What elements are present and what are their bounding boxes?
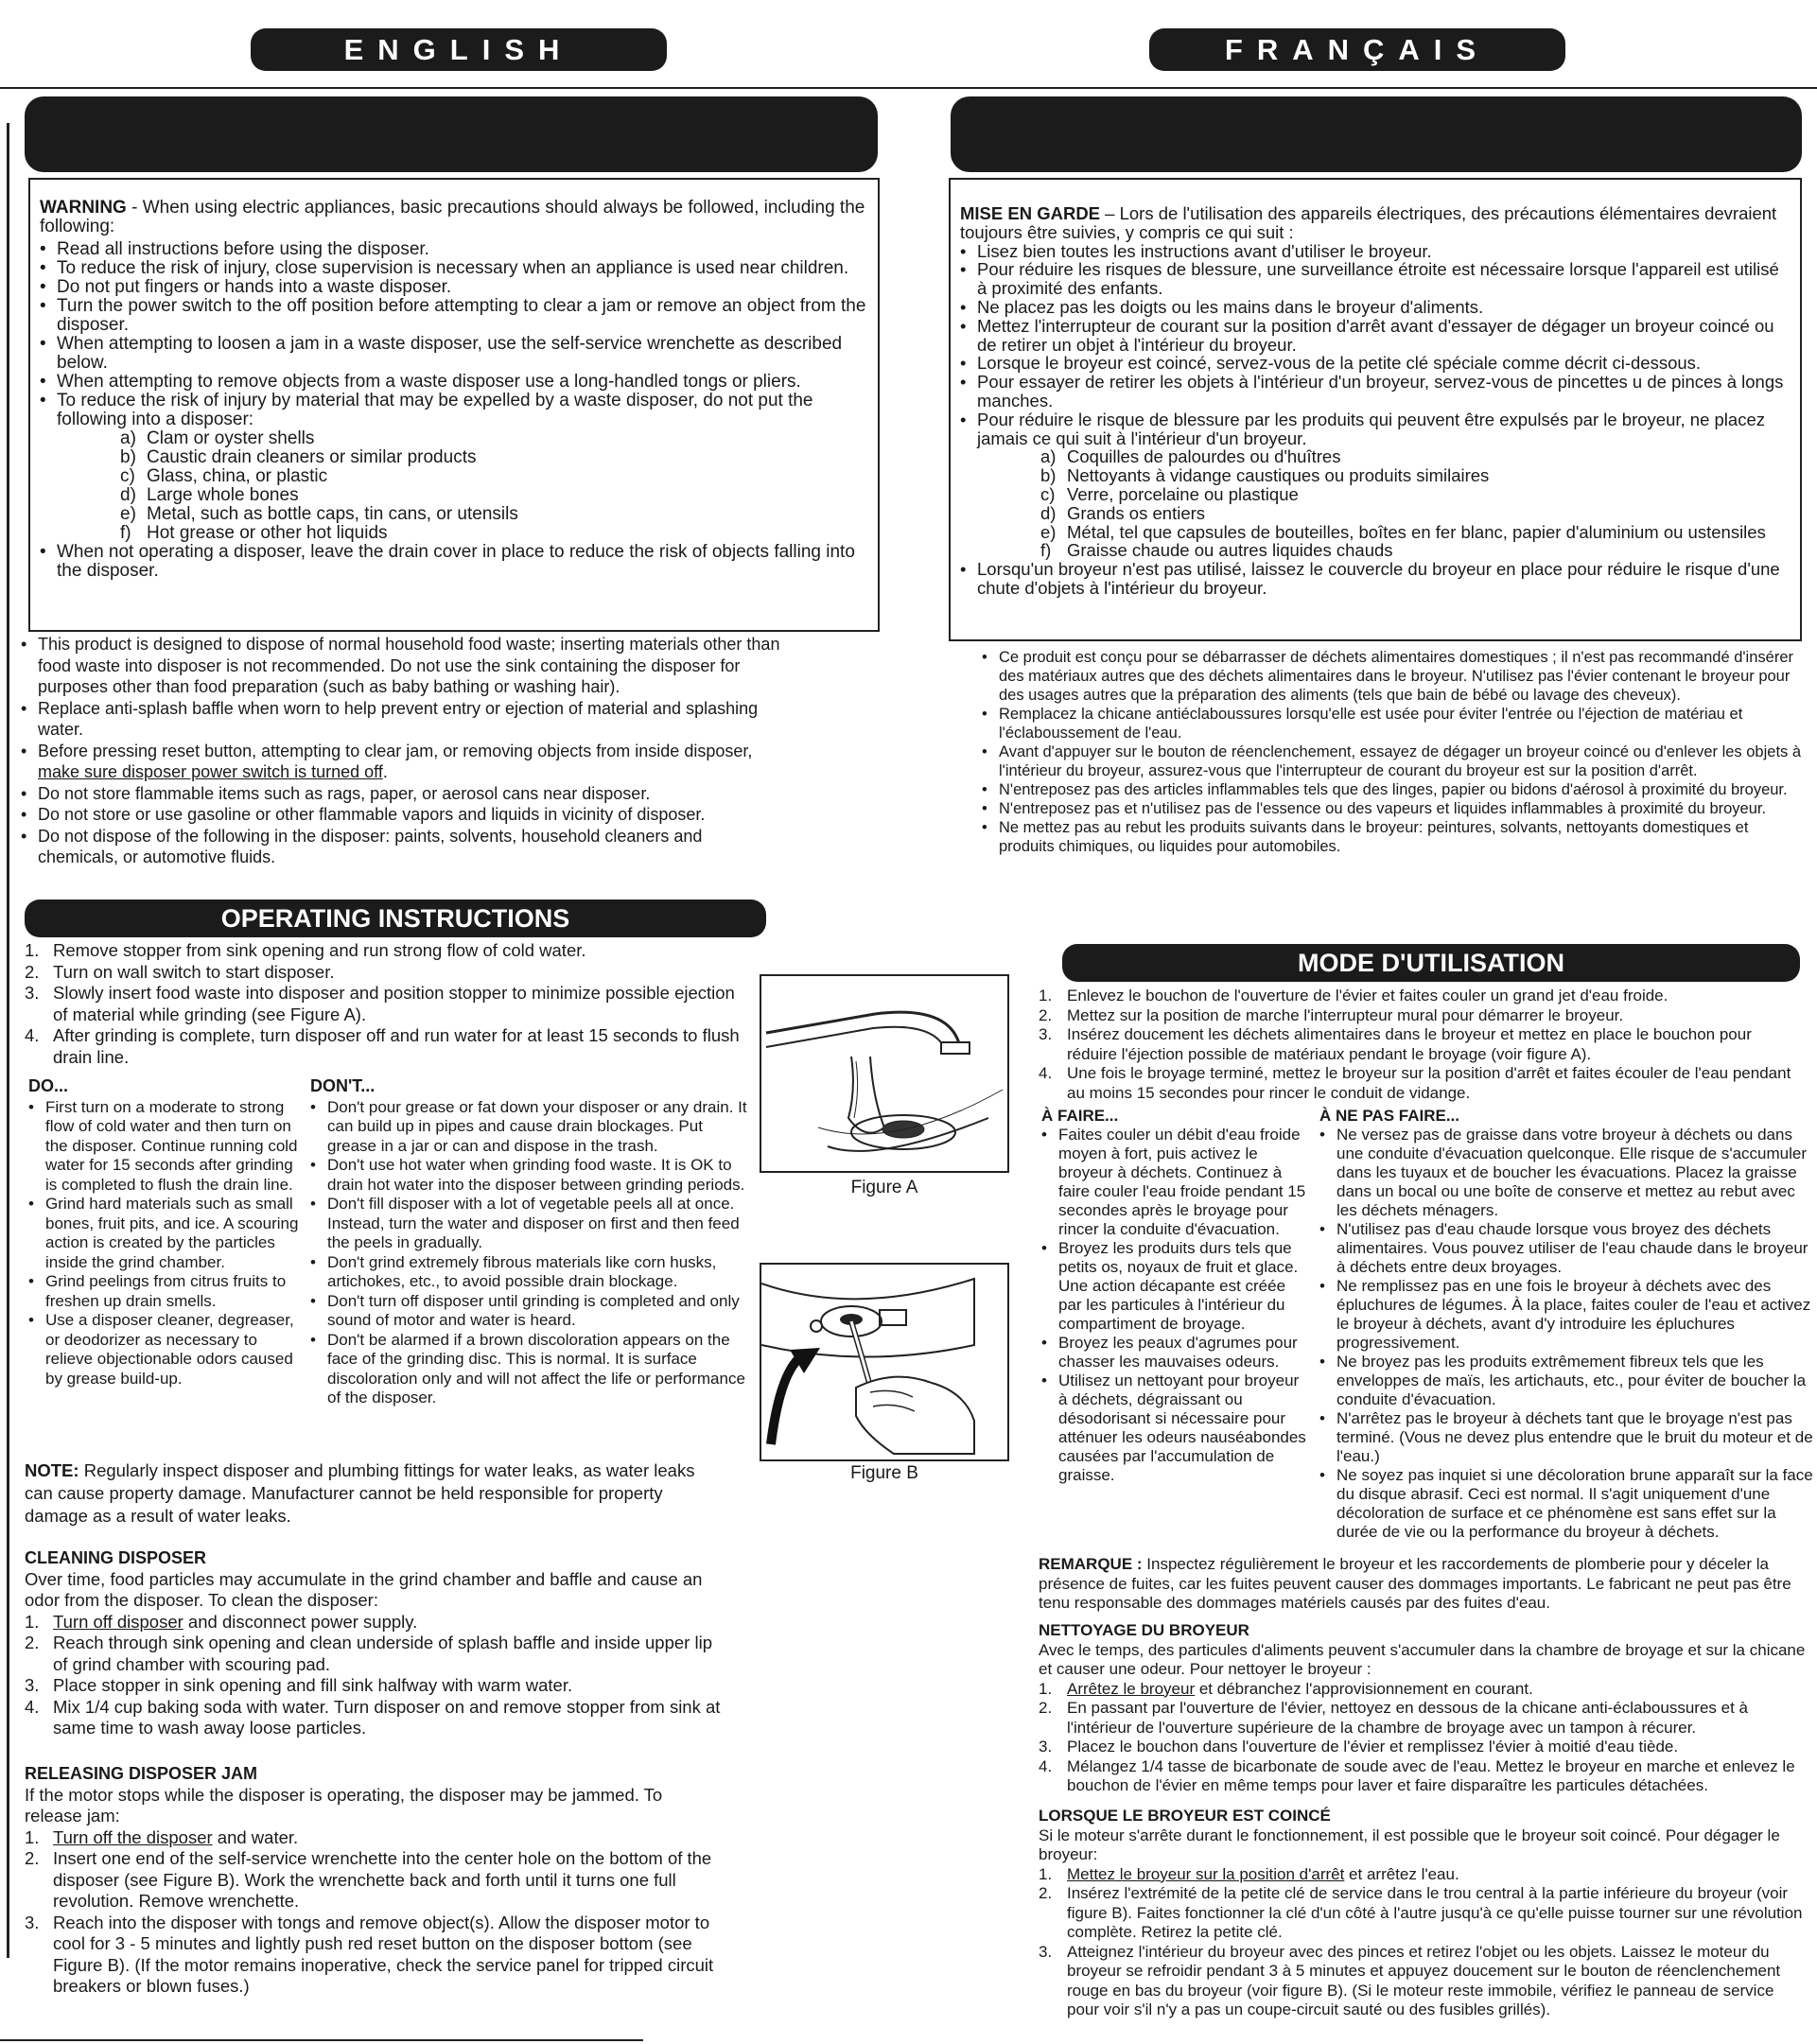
- list-item: a) Clam or oyster shells: [120, 428, 315, 448]
- list-item: 2. En passant par l'ouverture de l'évier, nettoyez en dessous de la chicane anti-éclaboussures et à l'intérieur de l'ouverture supérieure de la chambre de broyage avec un tampon à récurer.: [1039, 1699, 1748, 1737]
- list-item: • Lorsque le broyeur est coincé, servez-vous de la petite clé spéciale comme décrit ci-dessous.: [960, 354, 1792, 373]
- list-item: • Ne placez pas les doigts ou les mains dans le broyeur d'aliments.: [960, 298, 1792, 317]
- list-item: • Ce produit est conçu pour se débarrasser de déchets alimentaires domestiques ; il n'est pas recommandé d'insérer des matériaux autres que des déchets alimentaires dans le broyeur. N'utilisez pas l'évier contenant le broyeur pour des usages autres que la préparation des aliments (tels que bain de bébé ou lavage des cheveux).: [982, 648, 1805, 705]
- list-item: • Remplacez la chicane antiéclaboussures lorsqu'elle est usée pour éviter l'entrée ou l'éjection de matériau et l'éclaboussement de l'eau.: [982, 705, 1805, 742]
- french-operating-title: MODE D'UTILISATION: [1062, 944, 1800, 982]
- list-item: • Ne remplissez pas en une fois le broyeur à déchets avec des épluchures de légumes. À la place, faites couler de l'eau et activez le broyeur à déchets, avant d'y introduire les épluchures progressivement.: [1319, 1277, 1813, 1353]
- english-banner: [25, 96, 878, 172]
- list-item: 3. Place stopper in sink opening and fill sink halfway with warm water.: [25, 1675, 573, 1695]
- list-item: • Broyez les produits durs tels que petits os, noyaux de fruit et glace. Une action décapante est créée par les particules à l'intérieur du compartiment de broyage.: [1041, 1239, 1306, 1334]
- list-item: • Faites couler un débit d'eau froide moyen à fort, puis activez le broyeur à déchets. Continuez à faire couler l'eau froide pendant 15 secondes après le broyage pour rincer la conduite d'évacuation.: [1041, 1126, 1306, 1239]
- footer-rule: [0, 2039, 643, 2041]
- english-jam-section: RELEASING DISPOSER JAM If the motor stops while the disposer is operating, the disposer may be jammed. To release jam: 1. Turn off the disposer and water. 2. Insert one end of the self-service wrenchette into the center hole on the bottom of the disposer (see Figure B). Work the wrenchette back and forth until it turns one full revolution. Remove wrenchette. 3. Reach into the disposer with tongs and remove object(s). Allow the disposer motor to cool for 3 - 5 minutes and lightly push red reset button on the disposer bottom (see Figure B). (If the motor remains inoperative, check the service panel for tripped circuit breakers or blown fuses.): [25, 1763, 725, 1998]
- list-item: 1. Arrêtez le broyeur et débranchez l'approvisionnement en courant.: [1039, 1679, 1533, 1698]
- list-item: • Before pressing reset button, attempting to clear jam, or removing objects from inside disposer, make sure disposer power switch is turned off.: [21, 741, 787, 783]
- list-item: • Ne broyez pas les produits extrêmement fibreux tels que les enveloppes de maïs, les artichauts, etc., pour éviter de boucher la conduite d'évacuation.: [1319, 1353, 1813, 1409]
- list-item: • Do not store flammable items such as rags, paper, or aerosol cans near disposer.: [21, 783, 787, 805]
- english-warning-list: [40, 240, 867, 429]
- list-item: • Use a disposer cleaner, degreaser, or deodorizer as necessary to relieve objectionable odors caused by grease build-up.: [28, 1311, 303, 1389]
- french-do-column: [1041, 1107, 1306, 1485]
- list-item: • Broyez les peaux d'agrumes pour chasser les mauvaises odeurs.: [1041, 1334, 1306, 1371]
- french-warning-intro: MISE EN GARDE – Lors de l'utilisation des appareils électriques, des précautions élémentaires devraient toujours être suivies, y compris ce qui suit :: [960, 203, 1777, 242]
- list-item: 1. Remove stopper from sink opening and run strong flow of cold water.: [25, 940, 586, 960]
- list-item: 3. Placez le bouchon dans l'ouverture de l'évier et remplissez l'évier à moitié d'eau tiède.: [1039, 1738, 1679, 1756]
- list-item: 4. After grinding is complete, turn disposer off and run water for at least 15 seconds to flush drain line.: [25, 1025, 740, 1067]
- list-item: 2. Insérez l'extrémité de la petite clé de service dans le trou central à la partie inférieure du broyeur (voir figure B). Faites fonctionner la clé d'un côté à l'autre jusqu'à ce qu'elle puisse tourner sur une révolution complète. Retirez la petite clé.: [1039, 1884, 1803, 1941]
- header-rule: [0, 87, 1817, 89]
- list-item: 2. Reach through sink opening and clean underside of splash baffle and inside upper lip of grind chamber with scouring pad.: [25, 1633, 712, 1674]
- list-item: • Do not store or use gasoline or other flammable vapors and liquids in vicinity of disposer.: [21, 804, 787, 826]
- french-do-title: À FAIRE...: [1041, 1107, 1119, 1125]
- list-item: • When attempting to remove objects from a waste disposer use a long-handled tongs or pliers.: [40, 373, 867, 392]
- french-header: FRANÇAIS: [1149, 28, 1565, 71]
- list-item: • When not operating a disposer, leave the drain cover in place to reduce the risk of objects falling into the disposer.: [40, 543, 867, 581]
- english-dont-title: DON'T...: [310, 1076, 376, 1095]
- list-item: • Do not put fingers or hands into a waste disposer.: [40, 278, 867, 297]
- list-item: 1. Mettez le broyeur sur la position d'arrêt et arrêtez l'eau.: [1039, 1864, 1459, 1883]
- list-item: • Grind peelings from citrus fruits to freshen up drain smells.: [28, 1272, 303, 1311]
- list-item: e) Metal, such as bottle caps, tin cans, or utensils: [120, 504, 518, 524]
- list-item: • Don't turn off disposer until grinding is completed and only sound of motor and water is heard.: [310, 1292, 755, 1331]
- list-item: • Don't fill disposer with a lot of vegetable peels all at once. Instead, turn the water and disposer on first and then feed the peels in gradually.: [310, 1195, 755, 1253]
- list-item: • To reduce the risk of injury, close supervision is necessary when an appliance is used near children.: [40, 259, 867, 278]
- list-item: 3. Insérez doucement les déchets alimentaires dans le broyeur et mettez en place le bouchon pour réduire l'éjection possible de matériaux pendant le broyage (voir figure A).: [1039, 1025, 1752, 1063]
- list-item: a) Coquilles de palourdes ou d'huîtres: [1040, 446, 1341, 467]
- french-warning-box: [949, 178, 1802, 641]
- list-item: 1. Enlevez le bouchon de l'ouverture de l'évier et faites couler un grand jet d'eau froide.: [1039, 987, 1668, 1005]
- list-item: • N'entreposez pas et n'utilisez pas de l'essence ou des vapeurs et liquides inflammables à proximité du broyeur.: [982, 799, 1805, 818]
- list-item: 2. Turn on wall switch to start disposer.: [25, 961, 335, 982]
- list-item: • Ne soyez pas inquiet si une décoloration brune apparaît sur la face du disque abrasif. Ceci est normal. Il s'agit uniquement d'une décoloration de surface et ce phénomène est sans effet sur la durée de vie ou la performance du broyeur à déchets.: [1319, 1466, 1813, 1542]
- list-item: 2. Insert one end of the self-service wrenchette into the center hole on the bottom of the disposer (see Figure B). Work the wrenchette back and forth until it turns one full revolution. Remove wrenchette.: [25, 1848, 712, 1911]
- list-item: • Ne mettez pas au rebut les produits suivants dans le broyeur: peintures, solvants, nettoyants domestiques et produits chimiques, ou liquides pour automobiles.: [982, 818, 1805, 856]
- list-item: • Ne versez pas de graisse dans votre broyeur à déchets ou dans une conduite d'évacuation quelconque. Elle risque de s'accumuler dans les tuyaux et de boucher les évacuations. Placez la graisse dans un bocal ou une boîte de conserve et mettez au rebut avec les déchets ménagers.: [1319, 1126, 1813, 1220]
- list-item: • Lorsqu'un broyeur n'est pas utilisé, laissez le couvercle du broyeur en place pour réduire le risque d'une chute d'objets à l'intérieur du broyeur.: [960, 560, 1792, 598]
- french-banner: [951, 96, 1802, 172]
- list-item: 4. Mix 1/4 cup baking soda with water. Turn disposer on and remove stopper from sink at same time to wash away loose particles.: [25, 1696, 721, 1738]
- list-item: b) Nettoyants à vidange caustiques ou produits similaires: [1040, 465, 1490, 486]
- list-item: 3. Atteignez l'intérieur du broyeur avec des pinces et retirez l'objet ou les objets. Laissez le moteur du broyeur se refroidir pendant 3 à 5 minutes et appuyez doucement sur le bouton de réenclenchement rouge en bas du broyeur (voir figure B). (Si le moteur reste immobile, vérifiez le panneau de service pour voir s'il n'y a pas un coupe-circuit sauté ou des fusibles grillés).: [1039, 1942, 1781, 2018]
- french-operating-steps: [1039, 987, 1800, 1103]
- list-item: f) Hot grease or other hot liquids: [120, 523, 388, 543]
- figure-a-image: [760, 974, 1009, 1173]
- list-item: 2. Mettez sur la position de marche l'interrupteur mural pour démarrer le broyeur.: [1039, 1005, 1624, 1024]
- english-operating-steps: [25, 940, 743, 1068]
- list-item: • Grind hard materials such as small bones, fruit pits, and ice. A scouring action is created by the particles inside the grind chamber.: [28, 1195, 303, 1272]
- english-jam-title: RELEASING DISPOSER JAM: [25, 1764, 258, 1783]
- list-item: • Lisez bien toutes les instructions avant d'utiliser le broyeur.: [960, 242, 1792, 261]
- list-item: • Avant d'appuyer sur le bouton de réenclenchement, essayez de dégager un broyeur coincé ou d'enlever les objets à l'intérieur du broyeur, assurez-vous que l'interrupteur de courant du broyeur est sur la position d'arrêt.: [982, 742, 1805, 780]
- list-item: f) Graisse chaude ou autres liquides chauds: [1040, 540, 1393, 561]
- english-sub-list: [40, 429, 867, 543]
- french-note: REMARQUE : Inspectez régulièrement le broyeur et les raccordements de plomberie pour y déceler la présence de fuites, car les fuites peuvent causer des dommages importants. Le fabricant ne peut pas être tenu responsable des dommages matériels causés par des fuites d'eau.: [1039, 1555, 1791, 1612]
- list-item: • First turn on a moderate to strong flow of cold water and then turn on the disposer. Continue running cold water for 15 seconds after grinding is completed to flush the drain line.: [28, 1098, 303, 1196]
- english-note: NOTE: Regularly inspect disposer and plumbing fittings for water leaks, as water leaks can cause property damage. Manufacturer cannot be held responsible for property damage as a result of water leaks.: [25, 1460, 695, 1526]
- figure-b-caption: Figure B: [850, 1463, 918, 1483]
- english-safety-notes: [21, 634, 787, 868]
- list-item: 1. Turn off the disposer and water.: [25, 1826, 299, 1847]
- margin-line: [7, 123, 9, 1958]
- french-cleaning-section: NETTOYAGE DU BROYEUR Avec le temps, des particules d'aliments peuvent s'accumuler dans la chambre de broyage et sur la chicane et causer une odeur. Pour nettoyer le broyeur : 1. Arrêtez le broyeur et débranchez l'approvisionnement en courant. 2. En passant par l'ouverture de l'évier, nettoyez en dessous de la chicane anti-éclaboussures et à l'intérieur de l'ouverture supérieure de la chambre de broyage avec un tampon à récurer. 3. Placez le bouchon dans l'ouverture de l'évier et remplissez l'évier à moitié d'eau tiède. 4. Mélangez 1/4 tasse de bicarbonate de soude avec de l'eau. Mettez le broyeur en marche et enlevez le bouchon de l'évier en même temps pour laver et faire disparaître les particules détachées.: [1039, 1621, 1809, 1796]
- list-item: 1. Turn off disposer and disconnect power supply.: [25, 1611, 418, 1632]
- english-cleaning-title: CLEANING DISPOSER: [25, 1548, 207, 1567]
- list-item: • Read all instructions before using the disposer.: [40, 240, 867, 259]
- list-item: b) Caustic drain cleaners or similar products: [120, 447, 477, 467]
- english-do-column: [28, 1076, 303, 1389]
- list-item: d) Large whole bones: [120, 485, 299, 505]
- french-cleaning-title: NETTOYAGE DU BROYEUR: [1039, 1621, 1249, 1639]
- list-item: • Don't use hot water when grinding food waste. It is OK to drain hot water into the disposer between grinding periods.: [310, 1156, 755, 1195]
- list-item: • Don't grind extremely fibrous materials like corn husks, artichokes, etc., to avoid possible drain blockage.: [310, 1253, 755, 1292]
- english-header: ENGLISH: [251, 28, 667, 71]
- list-item: • This product is designed to dispose of normal household food waste; inserting materials other than food waste into disposer is not recommended. Do not use the sink containing the disposer for purposes other than food preparation (such as baby bathing or washing hair).: [21, 634, 787, 698]
- list-item: • To reduce the risk of injury by material that may be expelled by a waste disposer, do not put the following into a disposer:: [40, 392, 867, 429]
- list-item: 3. Reach into the disposer with tongs and remove object(s). Allow the disposer motor to cool for 3 - 5 minutes and lightly push red reset button on the disposer bottom (see Figure B). (If the motor remains inoperative, check the service panel for tripped circuit breakers or blown fuses.): [25, 1912, 714, 1996]
- list-item: • Do not dispose of the following in the disposer: paints, solvents, household cleaners and chemicals, or automotive fluids.: [21, 826, 787, 868]
- french-sub-list: [960, 447, 1792, 560]
- list-item: • Pour réduire le risque de blessure par les produits qui peuvent être expulsés par le broyeur, ne placez jamais ce qui suit à l'intérieur d'un broyeur.: [960, 411, 1792, 448]
- list-item: • Pour essayer de retirer les objets à l'intérieur d'un broyeur, servez-vous de pincettes u de pinces à longs manches.: [960, 373, 1792, 411]
- list-item: • Don't pour grease or fat down your disposer or any drain. It can build up in pipes and cause drain blockages. Put grease in a jar or can and dispose in the trash.: [310, 1098, 755, 1157]
- english-warning-box: [28, 178, 880, 632]
- english-do-title: DO...: [28, 1076, 69, 1095]
- english-dont-column: [310, 1076, 755, 1408]
- english-cleaning-section: CLEANING DISPOSER Over time, food particles may accumulate in the grind chamber and baffle and cause an odor from the disposer. To clean the disposer: 1. Turn off disposer and disconnect power supply. 2. Reach through sink opening and clean underside of splash baffle and inside upper lip of grind chamber with scouring pad. 3. Place stopper in sink opening and fill sink halfway with warm water. 4. Mix 1/4 cup baking soda with water. Turn disposer on and remove stopper from sink at same time to wash away loose particles.: [25, 1547, 725, 1739]
- list-item: • When attempting to loosen a jam in a waste disposer, use the self-service wrenchette as described below.: [40, 335, 867, 373]
- list-item: • Pour réduire les risques de blessure, une surveillance étroite est nécessaire lorsque l'appareil est utilisé à proximité des enfants.: [960, 260, 1792, 298]
- list-item: 4. Une fois le broyage terminé, mettez le broyeur sur la position d'arrêt et faites écouler de l'eau pendant au moins 15 secondes pour rincer le conduit de vidange.: [1039, 1064, 1791, 1102]
- french-jam-section: LORSQUE LE BROYEUR EST COINCÉ Si le moteur s'arrête durant le fonctionnement, il est possible que le broyeur soit coincé. Pour dégager le broyeur: 1. Mettez le broyeur sur la position d'arrêt et arrêtez l'eau. 2. Insérez l'extrémité de la petite clé de service dans le trou central à la partie inférieure du broyeur (voir figure B). Faites fonctionner la clé d'un côté à l'autre jusqu'à ce qu'elle puisse tourner sur une révolution complète. Retirez la petite clé. 3. Atteignez l'intérieur du broyeur avec des pinces et retirez l'objet ou les objets. Laissez le moteur du broyeur se refroidir pendant 3 à 5 minutes et appuyez doucement sur le bouton de réenclenchement rouge en bas du broyeur (voir figure B). (Si le moteur reste immobile, vérifiez le panneau de service pour voir s'il n'y a pas un coupe-circuit sauté ou des fusibles grillés).: [1039, 1807, 1809, 2020]
- list-item: 3. Slowly insert food waste into disposer and position stopper to minimize possible ejection of material while grinding (see Figure A).: [25, 983, 735, 1024]
- english-warning-intro: WARNING - When using electric appliances, basic precautions should always be followed, including the following:: [40, 198, 865, 236]
- list-item: • Mettez l'interrupteur de courant sur la position d'arrêt avant d'essayer de dégager un broyeur coincé ou de retirer un objet à l'intérieur du broyeur.: [960, 317, 1792, 355]
- list-item: c) Glass, china, or plastic: [120, 466, 328, 486]
- list-item: • Utilisez un nettoyant pour broyeur à déchets, dégraissant ou désodorisant si nécessaire pour atténuer les odeurs nauséabondes causées par l'accumulation de graisse.: [1041, 1371, 1306, 1485]
- list-item: c) Verre, porcelaine ou plastique: [1040, 483, 1299, 504]
- french-warning-list: [960, 242, 1792, 448]
- french-jam-title: LORSQUE LE BROYEUR EST COINCÉ: [1039, 1807, 1331, 1825]
- figure-a-caption: Figure A: [850, 1178, 918, 1197]
- list-item: • N'arrêtez pas le broyeur à déchets tant que le broyage n'est pas terminé. (Vous ne devez plus entendre que le bruit du moteur et de l'eau.): [1319, 1409, 1813, 1466]
- list-item: • N'utilisez pas d'eau chaude lorsque vous broyez des déchets alimentaires. Vous pouvez utiliser de l'eau chaude dans le broyeur à déchets entre deux broyages.: [1319, 1220, 1813, 1277]
- french-safety-notes: [982, 648, 1805, 856]
- list-item: • Don't be alarmed if a brown discoloration appears on the face of the grinding disc. This is normal. It is surface discoloration only and will not affect the life or performance of the disposer.: [310, 1331, 755, 1408]
- list-item: 4. Mélangez 1/4 tasse de bicarbonate de soude avec de l'eau. Mettez le broyeur en marche et enlevez le bouchon de l'évier en même temps pour laver et faire disparaître les particules détachées.: [1039, 1756, 1795, 1794]
- figure-b-image: [760, 1263, 1009, 1461]
- list-item: • Replace anti-splash baffle when worn to help prevent entry or ejection of material and splashing water.: [21, 698, 787, 741]
- list-item: • N'entreposez pas des articles inflammables tels que des linges, papier ou bidons d'aérosol à proximité du broyeur.: [982, 780, 1805, 799]
- list-item: d) Grands os entiers: [1040, 502, 1206, 523]
- english-operating-title: OPERATING INSTRUCTIONS: [25, 900, 766, 937]
- french-dont-title: À NE PAS FAIRE...: [1319, 1107, 1459, 1125]
- list-item: • Turn the power switch to the off position before attempting to clear a jam or remove an object from the disposer.: [40, 297, 867, 335]
- french-dont-column: [1319, 1107, 1813, 1542]
- list-item: e) Métal, tel que capsules de bouteilles, boîtes en fer blanc, papier d'aluminium ou ustensiles: [1040, 521, 1766, 542]
